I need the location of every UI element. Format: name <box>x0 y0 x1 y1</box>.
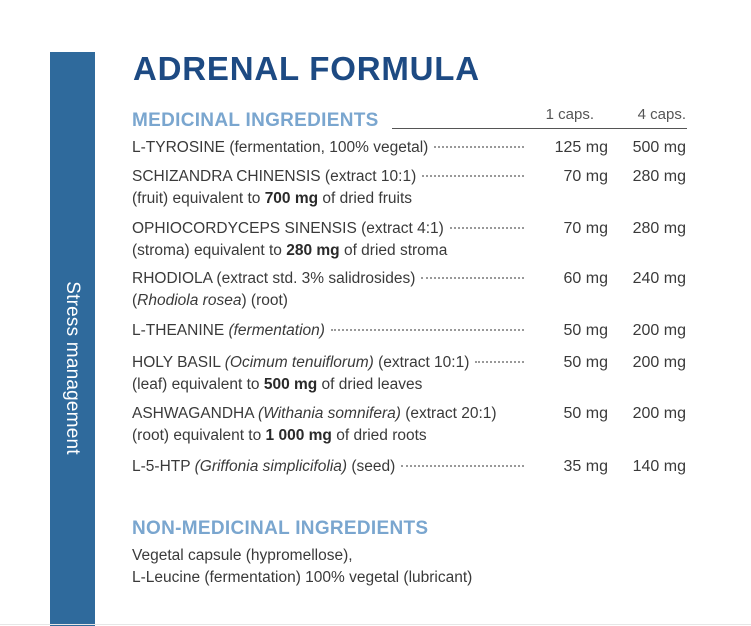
ingredient-detail: (root) equivalent to 1 000 mg of dried roots <box>132 427 427 444</box>
sidebar-label: Stress management <box>62 281 83 455</box>
dose-4-caps: 200 mg <box>632 354 686 371</box>
dose-4-caps: 200 mg <box>632 405 686 422</box>
leader-dots <box>421 277 524 279</box>
page-title: ADRENAL FORMULA <box>133 50 480 87</box>
col-1-caps-header: 1 caps. <box>545 106 594 123</box>
medicinal-heading: MEDICINAL INGREDIENTS <box>132 110 379 131</box>
dose-4-caps: 500 mg <box>632 139 686 156</box>
dose-4-caps: 240 mg <box>632 270 686 287</box>
non-medicinal-list <box>132 545 472 589</box>
dose-4-caps: 200 mg <box>632 322 686 339</box>
dose-1-caps: 125 mg <box>554 139 608 156</box>
col-4-caps-header: 4 caps. <box>637 106 686 123</box>
dose-4-caps: 280 mg <box>632 220 686 237</box>
ingredient-row <box>132 352 688 396</box>
dose-1-caps: 50 mg <box>563 354 608 371</box>
ingredient-row <box>132 268 688 312</box>
dose-1-caps: 35 mg <box>563 458 608 475</box>
dose-1-caps: 50 mg <box>563 405 608 422</box>
ingredient-name: SCHIZANDRA CHINENSIS (extract 10:1) <box>132 168 417 185</box>
ingredient-row <box>132 166 688 210</box>
leader-dots <box>401 465 524 467</box>
leader-dots <box>475 361 524 363</box>
ingredient-name: ASHWAGANDHA (Withania somnifera) (extract 20:1) <box>132 405 497 422</box>
non-medicinal-heading: NON-MEDICINAL INGREDIENTS <box>132 518 429 539</box>
non-medicinal-line: Vegetal capsule (hypromellose), <box>132 547 353 564</box>
ingredient-row <box>132 456 688 478</box>
ingredient-name: RHODIOLA (extract std. 3% salidrosides) <box>132 270 416 287</box>
ingredient-detail: (stroma) equivalent to 280 mg of dried stroma <box>132 242 448 259</box>
ingredient-detail: (fruit) equivalent to 700 mg of dried fruits <box>132 190 413 207</box>
dose-1-caps: 70 mg <box>563 168 608 185</box>
dose-1-caps: 70 mg <box>563 220 608 237</box>
ingredient-name: L-TYROSINE (fermentation, 100% vegetal) <box>132 139 429 156</box>
leader-dots <box>331 329 524 331</box>
dose-4-caps: 140 mg <box>632 458 686 475</box>
dose-1-caps: 60 mg <box>563 270 608 287</box>
dose-4-caps: 280 mg <box>632 168 686 185</box>
ingredient-name: HOLY BASIL (Ocimum tenuiflorum) (extract 10:1) <box>132 354 470 371</box>
non-medicinal-line: L-Leucine (fermentation) 100% vegetal (lubricant) <box>132 569 473 586</box>
ingredient-detail: (leaf) equivalent to 500 mg of dried leaves <box>132 376 423 393</box>
ingredient-name: L-5-HTP (Griffonia simplicifolia) (seed) <box>132 458 396 475</box>
ingredient-row <box>132 320 688 342</box>
header-rule <box>392 128 687 129</box>
ingredient-row <box>132 218 688 262</box>
leader-dots <box>434 146 524 148</box>
leader-dots <box>422 175 524 177</box>
bottom-divider <box>0 624 751 625</box>
ingredient-detail: (Rhodiola rosea) (root) <box>132 292 288 309</box>
ingredient-name: OPHIOCORDYCEPS SINENSIS (extract 4:1) <box>132 220 444 237</box>
dose-1-caps: 50 mg <box>563 322 608 339</box>
ingredient-name: L-THEANINE (fermentation) <box>132 322 325 339</box>
leader-dots <box>450 227 524 229</box>
ingredient-row <box>132 137 688 159</box>
ingredient-row <box>132 403 688 447</box>
